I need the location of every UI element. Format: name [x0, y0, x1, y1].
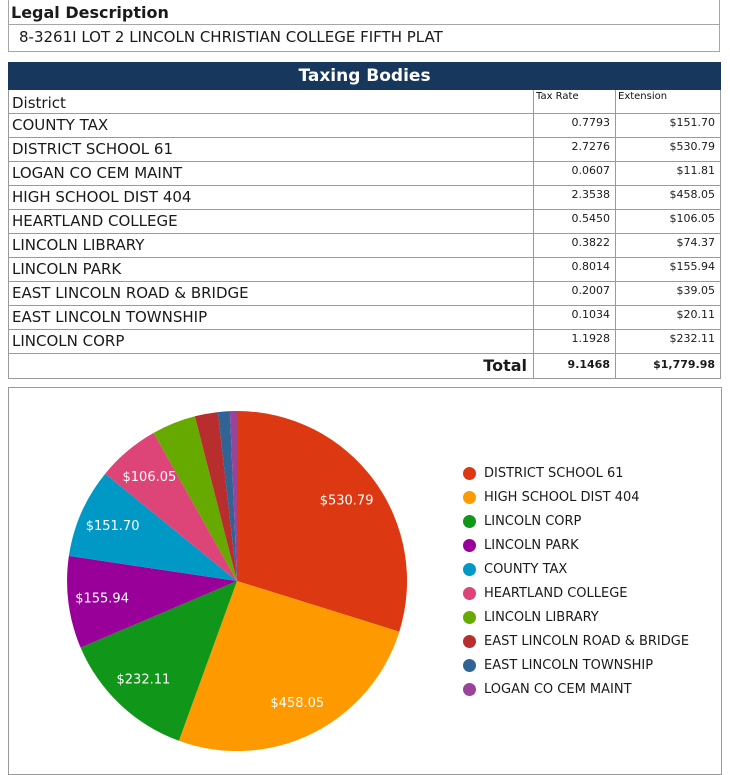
extension-cell: $20.11 [616, 306, 721, 330]
column-header-row [9, 90, 721, 114]
extension-cell: $74.37 [616, 234, 721, 258]
table-row [9, 306, 721, 330]
extension-cell: $39.05 [616, 282, 721, 306]
legend-item [463, 562, 689, 577]
legend-color-dot [463, 539, 476, 552]
legal-description-table [8, 0, 720, 52]
legend-color-dot [463, 491, 476, 504]
legend-label: HEARTLAND COLLEGE [484, 585, 628, 601]
legend-color-dot [463, 467, 476, 480]
legend-label: LOGAN CO CEM MAINT [484, 681, 632, 697]
legend-color-dot [463, 659, 476, 672]
pie-slice-label: $232.11 [116, 672, 171, 688]
tax-rate-cell: 0.3822 [534, 234, 616, 258]
tax-rate-cell: 2.7276 [534, 138, 616, 162]
table-row [9, 114, 721, 138]
legend-item [463, 466, 689, 481]
total-extension: $1,779.98 [616, 354, 721, 379]
legend-color-dot [463, 515, 476, 528]
district-cell: EAST LINCOLN ROAD & BRIDGE [9, 282, 534, 306]
legend-color-dot [463, 611, 476, 624]
pie-slice-label: $530.79 [319, 493, 374, 509]
district-cell: COUNTY TAX [9, 114, 534, 138]
taxing-bodies-table [8, 62, 721, 379]
extension-cell: $11.81 [616, 162, 721, 186]
legend-label: DISTRICT SCHOOL 61 [484, 465, 624, 481]
pie-chart-panel [8, 387, 722, 775]
tax-rate-cell: 0.7793 [534, 114, 616, 138]
tax-rate-cell: 0.0607 [534, 162, 616, 186]
total-label: Total [9, 354, 534, 379]
table-row [9, 210, 721, 234]
legend-color-dot [463, 587, 476, 600]
legend-item [463, 610, 689, 625]
legal-description-heading: Legal Description [9, 0, 720, 25]
column-header-extension: Extension [616, 90, 721, 114]
district-cell: LINCOLN LIBRARY [9, 234, 534, 258]
pie-slice-label: $106.05 [122, 470, 177, 485]
table-row [9, 234, 721, 258]
table-row [9, 330, 721, 354]
tax-rate-cell: 0.5450 [534, 210, 616, 234]
tax-rows [9, 114, 721, 354]
district-cell: LINCOLN PARK [9, 258, 534, 282]
legend-color-dot [463, 683, 476, 696]
district-cell: HIGH SCHOOL DIST 404 [9, 186, 534, 210]
district-cell: EAST LINCOLN TOWNSHIP [9, 306, 534, 330]
table-row [9, 282, 721, 306]
legal-description-value: 8-3261I LOT 2 LINCOLN CHRISTIAN COLLEGE FIFTH PLAT [9, 25, 720, 52]
legend-item [463, 634, 689, 649]
extension-cell: $155.94 [616, 258, 721, 282]
legend-label: LINCOLN LIBRARY [484, 609, 599, 625]
tax-rate-cell: 1.1928 [534, 330, 616, 354]
pie-slice-label: $458.05 [270, 695, 325, 711]
legend-label: LINCOLN PARK [484, 537, 579, 553]
extension-cell: $106.05 [616, 210, 721, 234]
table-row [9, 162, 721, 186]
district-cell: LINCOLN CORP [9, 330, 534, 354]
pie-slice-label: $151.70 [85, 519, 140, 535]
legend-label: COUNTY TAX [484, 561, 568, 577]
column-header-tax-rate: Tax Rate [534, 90, 616, 114]
table-row [9, 258, 721, 282]
chart-legend [459, 466, 689, 697]
legend-label: HIGH SCHOOL DIST 404 [484, 489, 640, 505]
tax-rate-cell: 2.3538 [534, 186, 616, 210]
extension-cell: $458.05 [616, 186, 721, 210]
total-row [9, 354, 721, 379]
district-cell: HEARTLAND COLLEGE [9, 210, 534, 234]
pie-chart [9, 388, 459, 774]
legend-item [463, 538, 689, 553]
column-header-district: District [9, 90, 534, 114]
tax-rate-cell: 0.2007 [534, 282, 616, 306]
district-cell: LOGAN CO CEM MAINT [9, 162, 534, 186]
extension-cell: $232.11 [616, 330, 721, 354]
total-tax-rate: 9.1468 [534, 354, 616, 379]
pie-slice-label: $155.94 [75, 591, 129, 607]
extension-cell: $530.79 [616, 138, 721, 162]
legend-label: LINCOLN CORP [484, 513, 582, 529]
legend-color-dot [463, 563, 476, 576]
legend-label: EAST LINCOLN ROAD & BRIDGE [484, 633, 690, 649]
legend-item [463, 682, 689, 697]
legend-item [463, 514, 689, 529]
legend-item [463, 586, 689, 601]
legend-color-dot [463, 635, 476, 648]
legend-label: EAST LINCOLN TOWNSHIP [484, 657, 654, 673]
taxing-bodies-title: Taxing Bodies [9, 63, 721, 90]
legend-item [463, 490, 689, 505]
table-row [9, 186, 721, 210]
legend-item [463, 658, 689, 673]
tax-rate-cell: 0.1034 [534, 306, 616, 330]
district-cell: DISTRICT SCHOOL 61 [9, 138, 534, 162]
table-row [9, 138, 721, 162]
tax-rate-cell: 0.8014 [534, 258, 616, 282]
extension-cell: $151.70 [616, 114, 721, 138]
